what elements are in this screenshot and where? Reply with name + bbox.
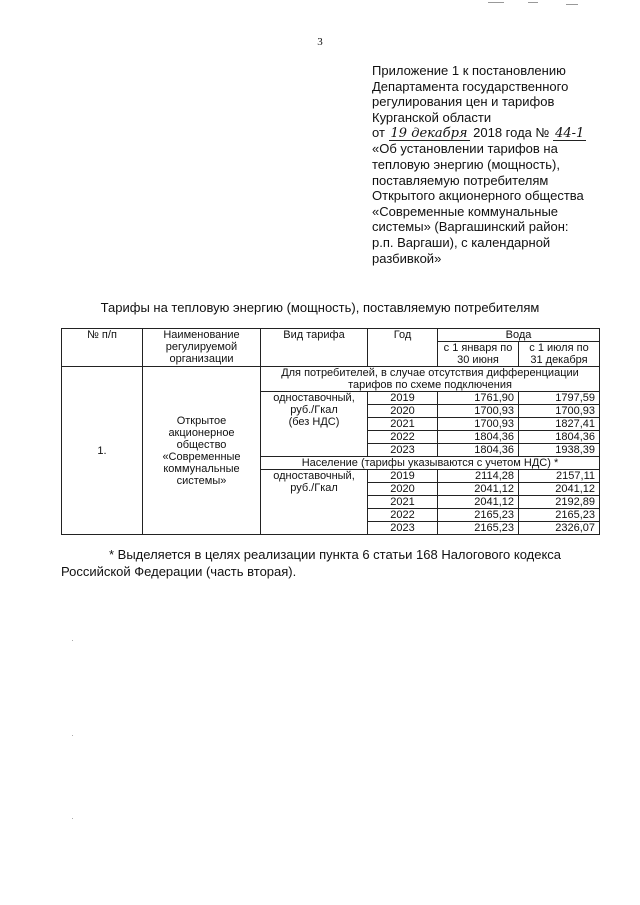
tariff-value: 1804,36 — [438, 431, 519, 444]
year-cell: 2020 — [368, 483, 438, 496]
header-period-line: 30 июня — [457, 354, 499, 366]
tariff-type — [261, 470, 368, 535]
tariff-value: 2165,23 — [438, 509, 519, 522]
date-middle: 2018 года № — [473, 125, 550, 141]
org-line: «Современные — [162, 450, 241, 463]
header-org-line: организации — [169, 353, 234, 365]
header-year: Год — [368, 329, 438, 367]
scan-edge-mark — [488, 2, 504, 3]
appendix-line: разбивкой» — [372, 250, 442, 266]
tariff-type-line: (без НДС) — [288, 416, 340, 428]
scan-edge-mark — [528, 2, 538, 3]
header-period-line: с 1 июля по — [529, 342, 589, 354]
handwritten-number: 44-1 — [555, 126, 585, 142]
tariff-value: 1761,90 — [438, 392, 519, 405]
tariff-table — [61, 328, 600, 535]
scan-dot — [72, 640, 73, 641]
appendix-line: «Об установлении тарифов на — [372, 141, 558, 157]
year-cell: 2021 — [368, 418, 438, 431]
tariff-value: 1700,93 — [519, 405, 600, 418]
footnote-line: * Выделяется в целях реализации пункта 6 статьи 168 Налогового кодекса — [109, 547, 562, 562]
section-title-line: тарифов по схеме подключения — [348, 379, 512, 391]
year-cell: 2022 — [368, 509, 438, 522]
tariff-type-line: руб./Гкал — [290, 404, 338, 416]
appendix-line: регулирования цен и тарифов — [372, 94, 555, 110]
scan-dot — [72, 818, 73, 819]
tariff-value: 2326,07 — [519, 522, 600, 535]
tariff-value: 2165,23 — [519, 509, 600, 522]
appendix-line: «Современные коммунальные — [372, 203, 559, 219]
org-line: акционерное — [168, 426, 235, 439]
header-period-1 — [438, 342, 519, 367]
appendix-date-line — [372, 125, 602, 141]
appendix-header — [372, 63, 602, 266]
row-number: 1. — [62, 367, 143, 535]
header-tariff-type: Вид тарифа — [261, 329, 368, 367]
tariff-value: 2041,12 — [438, 496, 519, 509]
section-1-title — [261, 367, 600, 392]
header-water: Вода — [438, 329, 600, 342]
footnote-line: Российской Федерации (часть вторая). — [61, 564, 297, 579]
tariff-value: 2157,11 — [519, 470, 600, 483]
year-cell: 2023 — [368, 522, 438, 535]
section-title-row — [62, 367, 600, 392]
org-line: коммунальные — [163, 462, 240, 475]
header-period-2 — [519, 342, 600, 367]
appendix-line: тепловую энергию (мощность), — [372, 156, 560, 172]
tariff-value: 2041,12 — [438, 483, 519, 496]
appendix-line: р.п. Варгаши), с календарной — [372, 234, 551, 250]
tariff-value: 2165,23 — [438, 522, 519, 535]
tariff-value: 1804,36 — [519, 431, 600, 444]
appendix-line: поставляемую потребителям — [372, 172, 549, 188]
scan-edge-mark — [566, 4, 578, 5]
org-line: системы» — [176, 474, 227, 487]
header-org-line: Наименование — [163, 329, 240, 341]
header-org-line: регулируемой — [165, 341, 238, 353]
header-org — [143, 329, 261, 367]
tariff-value: 1700,93 — [438, 418, 519, 431]
page-number: 3 — [317, 36, 323, 48]
tariff-value: 1804,36 — [438, 444, 519, 457]
year-cell: 2020 — [368, 405, 438, 418]
section-2-title: Население (тарифы указываются с учетом НДС) * — [261, 457, 600, 470]
appendix-line: Открытого акционерного общества — [372, 188, 584, 204]
year-cell: 2019 — [368, 392, 438, 405]
tariff-type-line: одноставочный, — [273, 392, 355, 404]
tariff-type-line: руб./Гкал — [290, 482, 338, 494]
date-prefix: от — [372, 125, 385, 141]
footnote — [61, 546, 602, 580]
scan-dot — [72, 735, 73, 736]
tariff-value: 2192,89 — [519, 496, 600, 509]
appendix-line: Курганской области — [372, 109, 492, 125]
organization-name — [143, 367, 261, 535]
appendix-line: Приложение 1 к постановлению — [372, 63, 566, 78]
year-cell: 2019 — [368, 470, 438, 483]
header-row — [62, 329, 600, 342]
tariff-value: 2114,28 — [438, 470, 519, 483]
tariff-type — [261, 392, 368, 457]
tariff-value: 1938,39 — [519, 444, 600, 457]
tariff-type-line: одноставочный, — [273, 470, 355, 482]
tariff-value: 1797,59 — [519, 392, 600, 405]
tariff-value: 1700,93 — [438, 405, 519, 418]
appendix-line: Департамента государственного — [372, 78, 569, 94]
section-title-line: Для потребителей, в случае отсутствия дифференциации — [281, 367, 579, 379]
org-line: общество — [176, 438, 227, 451]
table-title: Тарифы на тепловую энергию (мощность), поставляемую потребителям — [100, 300, 540, 315]
handwritten-date: 19 декабря — [390, 126, 468, 142]
header-period-line: с 1 января по — [443, 342, 513, 354]
tariff-value: 2041,12 — [519, 483, 600, 496]
header-period-line: 31 декабря — [530, 354, 588, 366]
tariff-value: 1827,41 — [519, 418, 600, 431]
appendix-line: системы» (Варгашинский район: — [372, 219, 569, 235]
org-line: Открытое — [176, 414, 227, 427]
year-cell: 2021 — [368, 496, 438, 509]
header-num: № п/п — [62, 329, 143, 367]
year-cell: 2023 — [368, 444, 438, 457]
year-cell: 2022 — [368, 431, 438, 444]
